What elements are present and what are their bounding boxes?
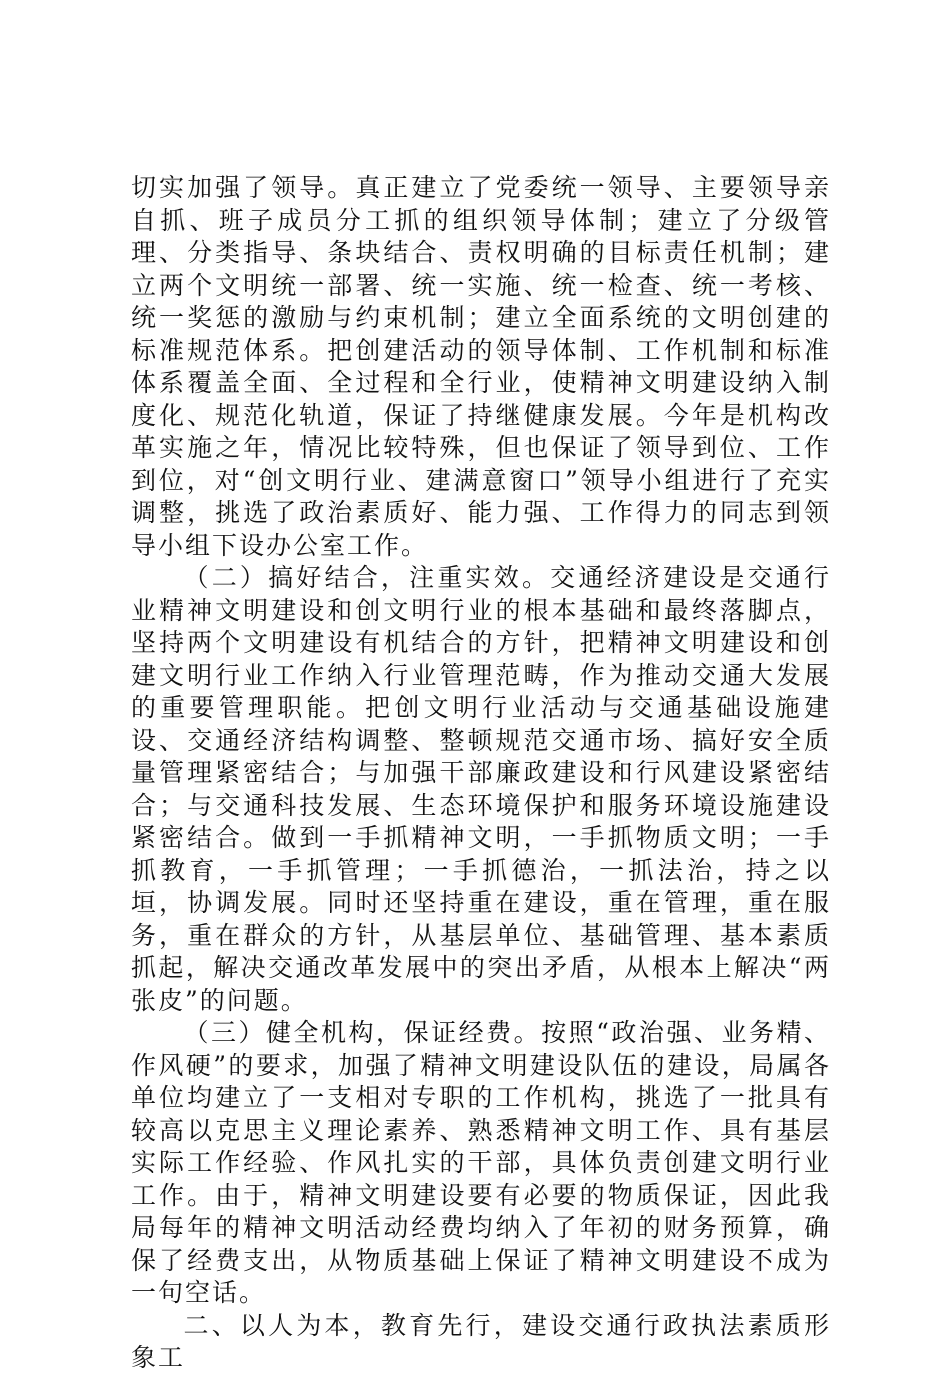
paragraph-section-two: （二）搞好结合，注重实效。交通经济建设是交通行业精神文明建设和创文明行业的根本基础和最终落脚点，坚持两个文明建设有机结合的方针，把精神文明建设和创建文明行业工作纳入行业管理范畴，作为推动交通大发展的重要管理职能。把创文明行业活动与交通基础设施建设、交通经济结构调整、整顿规范交通市场、搞好安全质量管理紧密结合；与加强干部廉政建设和行风建设紧密结合；与交通科技发展、生态环境保护和服务环境设施建设紧密结合。做到一手抓精神文明，一手抓物质文明；一手抓教育，一手抓管理；一手抓德治，一抓法治，持之以垣，协调发展。同时还坚持重在建设，重在管理，重在服务，重在群众的方针，从基层单位、基础管理、基本素质抓起，解决交通改革发展中的突出矛盾，从根本上解决“两张皮”的问题。 [131,563,831,1015]
paragraph-heading-two: 二、以人为本，教育先行，建设交通行政执法素质形象工 [131,1310,831,1372]
document-body [131,172,831,1375]
paragraph-leadership: 切实加强了领导。真正建立了党委统一领导、主要领导亲自抓、班子成员分工抓的组织领导体制；建立了分级管理、分类指导、条块结合、责权明确的目标责任机制；建立两个文明统一部署、统一实施、统一检查、统一考核、统一奖惩的激励与约束机制；建立全面系统的文明创建的标准规范体系。把创建活动的领导体制、工作机制和标准体系覆盖全面、全过程和全行业，使精神文明建设纳入制度化、规范化轨道，保证了持继健康发展。今年是机构改革实施之年，情况比较特殊，但也保证了领导到位、工作到位，对“创文明行业、建满意窗口”领导小组进行了充实调整，挑选了政治素质好、能力强、工作得力的同志到领导小组下设办公室工作。 [131,173,831,560]
paragraph-section-three: （三）健全机构，保证经费。按照“政治强、业务精、作风硬”的要求，加强了精神文明建设队伍的建设，局属各单位均建立了一支相对专职的工作机构，挑选了一批具有较高以克思主义理论素养、熟悉精神文明工作、具有基层实际工作经验、作风扎实的干部，具体负责创建文明行业工作。由于，精神文明建设要有必要的物质保证，因此我局每年的精神文明活动经费均纳入了年初的财务预算，确保了经费支出，从物质基础上保证了精神文明建设不成为一句空话。 [131,1018,831,1307]
